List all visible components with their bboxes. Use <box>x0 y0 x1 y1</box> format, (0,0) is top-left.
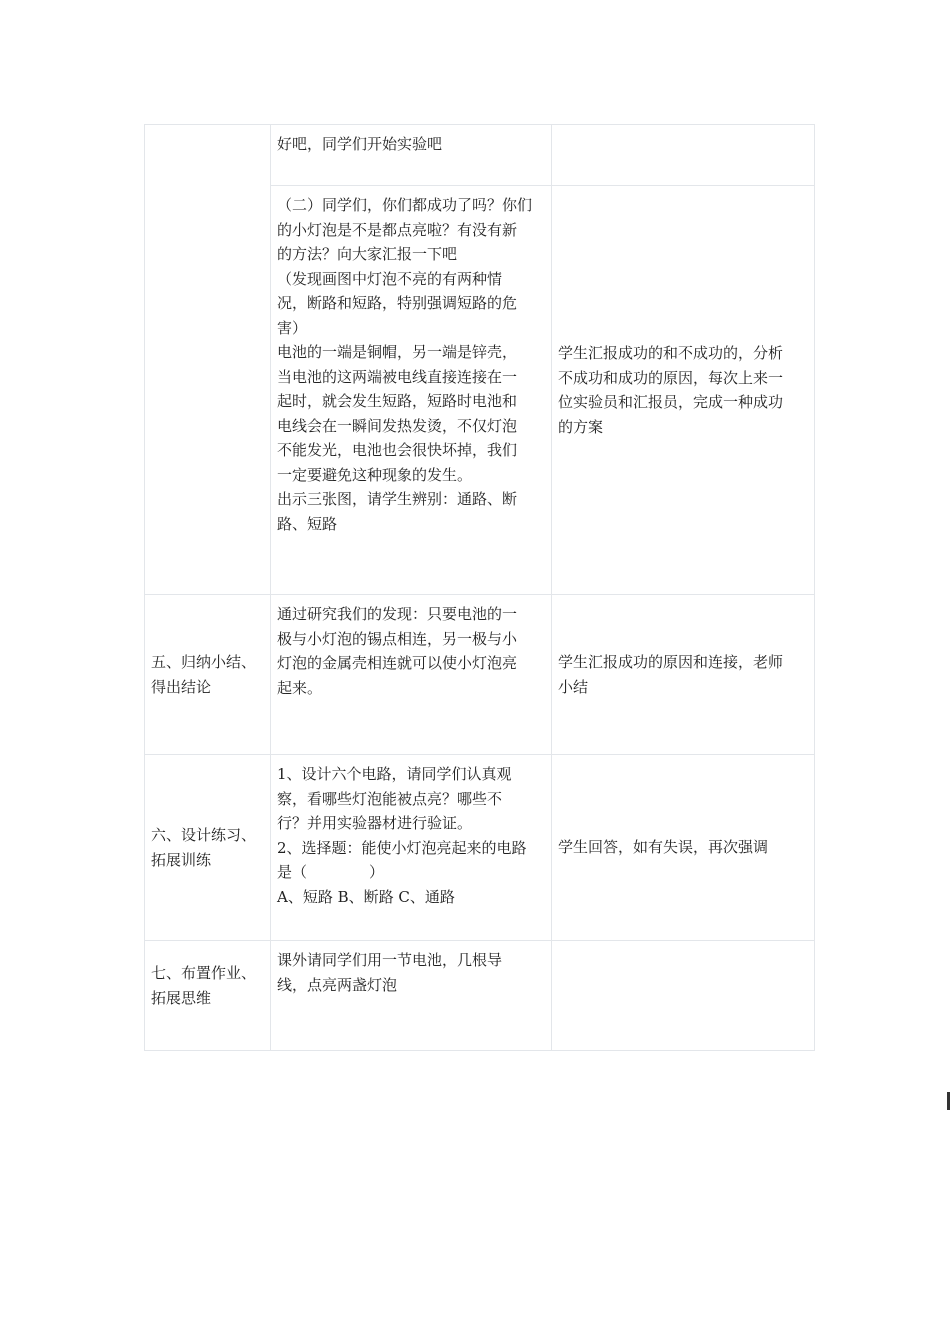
lesson-plan-table <box>144 124 815 1051</box>
student-activity-text <box>552 125 814 132</box>
student-activity-cell <box>552 186 815 595</box>
student-activity-text: 学生汇报成功的和不成功的，分析 不成功和成功的原因，每次上来一 位实验员和汇报员，完成一种成功 的方案 <box>558 344 784 436</box>
teacher-activity-cell <box>271 595 552 755</box>
teacher-activity-cell <box>271 186 552 595</box>
teacher-activity-cell <box>271 125 552 186</box>
teacher-activity-text: 好吧，同学们开始实验吧 <box>277 135 443 153</box>
teacher-activity-cell <box>271 941 552 1051</box>
student-activity-text: 学生汇报成功的原因和连接，老师 小结 <box>558 653 784 696</box>
stage-text: 六、设计练习、 拓展训练 <box>151 826 257 869</box>
table-row <box>145 755 815 941</box>
table-row <box>145 125 815 186</box>
stage-cell <box>145 125 271 595</box>
student-activity-text: 学生回答，如有失误，再次强调 <box>558 838 769 857</box>
stage-text: 五、归纳小结、 得出结论 <box>151 653 257 696</box>
stage-cell <box>145 755 271 941</box>
student-activity-cell <box>552 941 815 1051</box>
table-row <box>145 941 815 1051</box>
student-activity-cell <box>552 595 815 755</box>
teacher-activity-text: 通过研究我们的发现：只要电池的一 极与小灯泡的锡点相连，另一极与小 灯泡的金属壳相连就可以使小灯泡亮 起来。 <box>277 605 518 697</box>
stage-cell <box>145 941 271 1051</box>
teacher-activity-text: （二）同学们，你们都成功了吗？你们 的小灯泡是不是都点亮啦？有没有新 的方法？向大家汇报一下吧 （发现画图中灯泡不亮的有两种情 况，断路和短路，特别强调短路的危 害） 电池的一端是铜帽，另一端是锌壳， 当电池的这两端被电线直接连接在一 起时，就会发生短路，短路时电池和 电线会在一瞬间发热发烫，不仅灯泡 不能发光，电池也会很快坏掉，我们 一定要避免这种现象的发生。 出示三张图，请学生辨别：通路、断 路、短路 <box>277 196 533 533</box>
table-row <box>145 595 815 755</box>
stage-text: 七、布置作业、 拓展思维 <box>151 964 257 1007</box>
teacher-activity-text: 1、设计六个电路，请同学们认真观 察，看哪些灯泡能被点亮？哪些不 行？并用实验器材进行验证。 2、选择题：能使小灯泡亮起来的电路 是（ ） A、短路 B、断路 C、通路 <box>277 765 527 906</box>
student-activity-cell <box>552 755 815 941</box>
stage-cell <box>145 595 271 755</box>
student-activity-cell <box>552 125 815 186</box>
student-activity-text <box>552 941 814 948</box>
teacher-activity-cell <box>271 755 552 941</box>
teacher-activity-text: 课外请同学们用一节电池，几根导 线，点亮两盏灯泡 <box>277 951 503 994</box>
